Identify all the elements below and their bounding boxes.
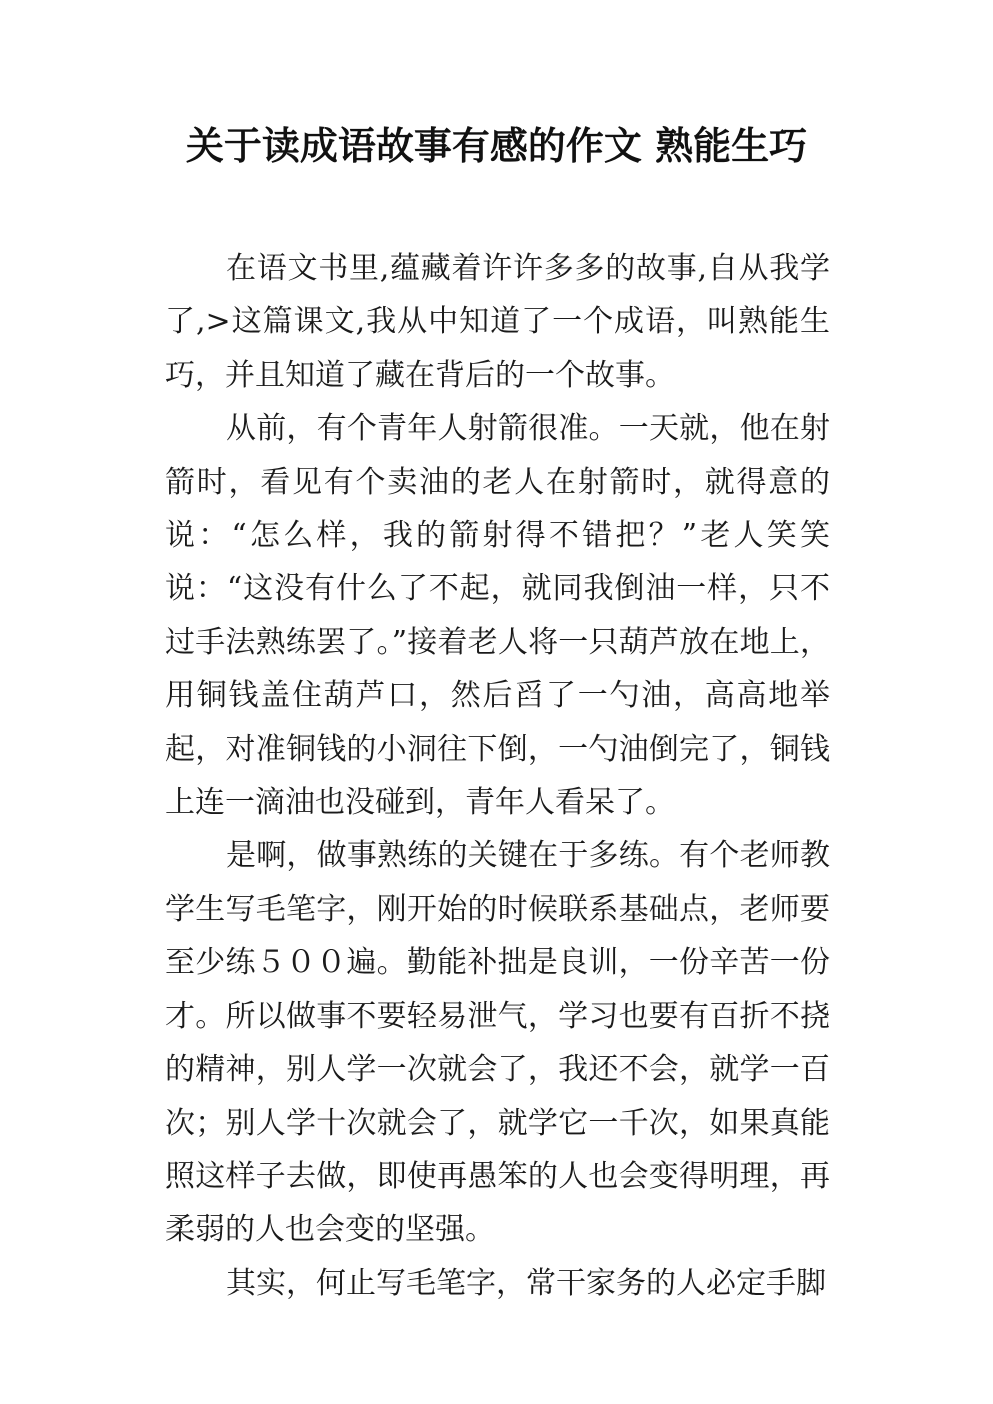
paragraph-1: 在语文书里,蕴藏着许许多多的故事,自从我学了,>这篇课文,我从中知道了一个成语，叫熟能生巧，并且知道了藏在背后的一个故事。	[165, 251, 830, 393]
paragraph-3: 是啊，做事熟练的关键在于多练。有个老师教学生写毛笔字，刚开始的时候联系基础点，老师要至少练５００遍。勤能补拙是良训，一份辛苦一份才。所以做事不要轻易泄气，学习也要有百折不挠的精神，别人学一次就会了，我还不会，就学一百次；别人学十次就会了，就学它一千次，如果真能照这样子去做，即使再愚笨的人也会变得明理，再柔弱的人也会变的坚强。	[165, 838, 830, 1248]
document-title: 关于读成语故事有感的作文 熟能生巧	[185, 124, 808, 168]
document-body	[165, 242, 830, 1310]
paragraph-2: 从前，有个青年人射箭很准。一天就，他在射箭时，看见有个卖油的老人在射箭时，就得意的说：“怎么样，我的箭射得不错把？”老人笑笑说：“这没有什么了不起，就同我倒油一样，只不过手法熟练罢了。”接着老人将一只葫芦放在地上，用铜钱盖住葫芦口，然后舀了一勺油，高高地举起，对准铜钱的小洞往下倒，一勺油倒完了，铜钱上连一滴油也没碰到，青年人看呆了。	[165, 411, 830, 821]
paragraph-4: 其实，何止写毛笔字，常干家务的人必定手脚	[226, 1265, 826, 1301]
